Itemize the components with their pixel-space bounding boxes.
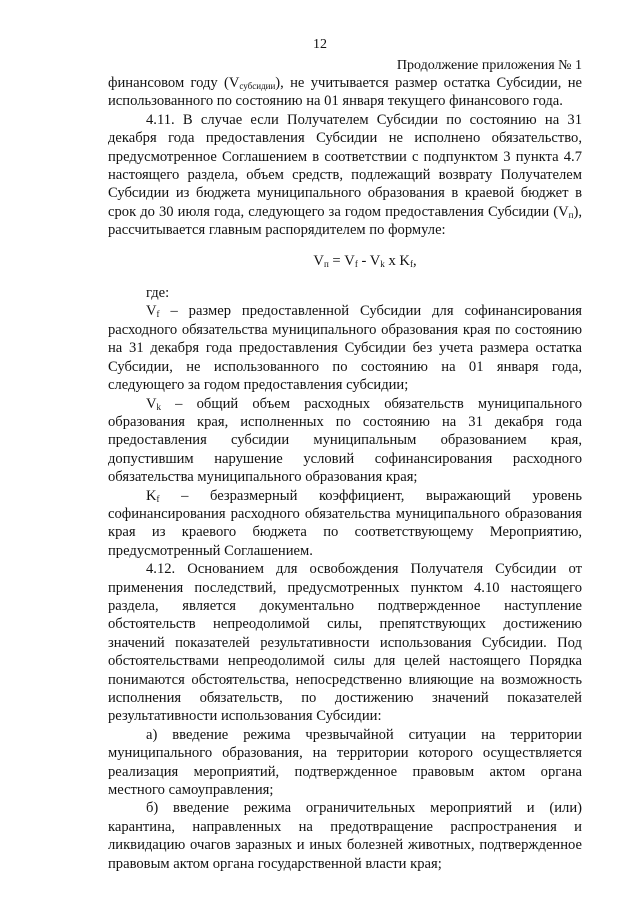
- paragraph-4-12: 4.12. Основанием для освобождения Получателя Субсидии от применения последствий, предусмотренных пунктом 4.10 настоящего раздела, является документально подтвержденное наступление обстоятельств непреодолимой силы, препятствующих достижению значений показателей результативности использования Субсидии. Под обстоятельствами непреодолимой силы для целей настоящего Порядка понимаются обстоятельства, непосредственно влияющие на возможность исполнения обязательств, по достижению значений показателей результативности использования Субсидии:: [108, 561, 582, 725]
- list-item-a: а) введение режима чрезвычайной ситуации на территории муниципального образования, на территории которого осуществляется реализация мероприятий, подтвержденное правовым актом органа местного самоуправления;: [108, 726, 582, 799]
- where-label: где:: [146, 285, 170, 302]
- formula: $V_п = V_f - V_k$ x $K_f$,: [313, 252, 417, 269]
- document-body: [108, 74, 582, 873]
- definition-vk: $V_k$ – общий объем расходных обязательств муниципального образования края, исполненных по состоянию на 31 декабря года предоставления субсидии муниципальным образованием края, допустившим нарушение условий софинансирования расходного обязательства муниципального образования края;: [108, 395, 582, 486]
- paragraph-continuation: финансовом году $(V_{субсидии})$, не учитывается размер остатка Субсидии, не использованного по состоянию на 01 января текущего финансового года.: [108, 75, 582, 110]
- appendix-note: Продолжение приложения № 1: [396, 58, 582, 73]
- page-number: 12: [313, 37, 327, 52]
- list-item-b: б) введение режима ограничительных мероприятий и (или) карантина, направленных на предотвращение распространения и ликвидацию очагов заразных и иных болезней животных, подтвержденное правовым актом органа государственной власти края;: [108, 800, 582, 872]
- definition-vf: $V_f$ – размер предоставленной Субсидии для софинансирования расходного обязательства муниципального образования края по состоянию на 31 декабря года предоставления Субсидии без учета размера остатка Субсидии, не использованного по состоянию на 01 января года, следующего за годом предоставления субсидии;: [108, 303, 582, 394]
- paragraph-4-11: 4.11. В случае если Получателем Субсидии по состоянию на 31 декабря года предоставления Субсидии не исполнено обязательство, предусмотренное Соглашением в соответствии с подпунктом 3 пункта 4.7 настоящего раздела, объем средств, подлежащий возврату Получателем Субсидии из бюджета муниципального образования в краевой бюджет в срок до 30 июля года, следующего за годом предоставления Субсидии $(V_п)$, рассчитывается главным распорядителем по формуле:: [108, 111, 582, 239]
- definition-kf: $K_f$ – безразмерный коэффициент, выражающий уровень софинансирования расходного обязательства муниципального образования края из краевого бюджета по соответствующему Мероприятию, предусмотренный Соглашением.: [108, 487, 582, 559]
